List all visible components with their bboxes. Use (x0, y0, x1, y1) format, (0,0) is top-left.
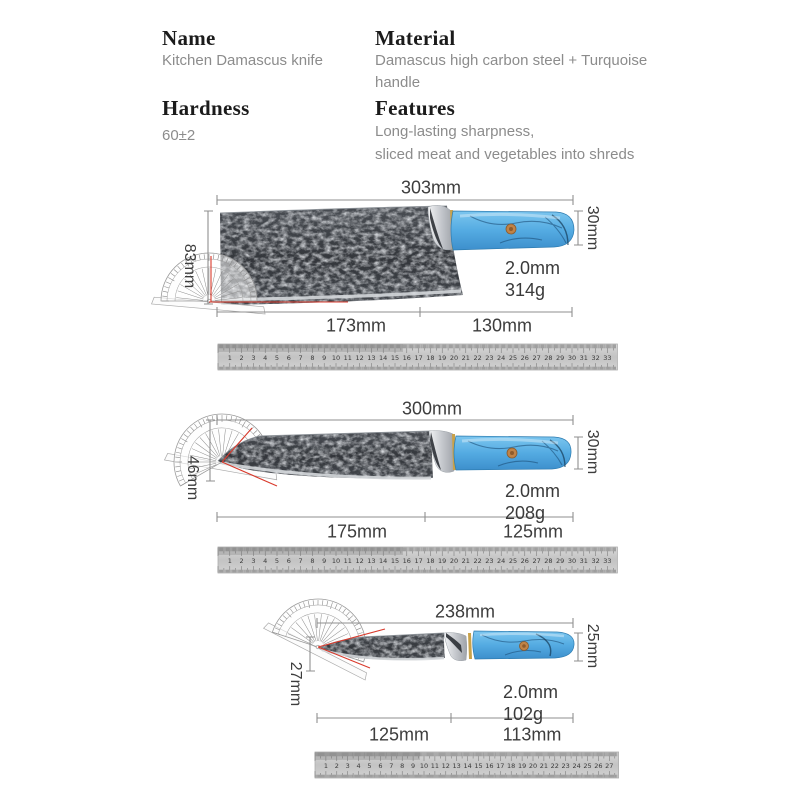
svg-text:22: 22 (473, 354, 482, 363)
svg-text:24: 24 (497, 354, 506, 363)
svg-text:27: 27 (532, 354, 541, 363)
spec-material-label: Material (375, 26, 456, 50)
svg-text:18: 18 (426, 354, 435, 363)
k3-blade-height-label: 27mm (287, 661, 304, 707)
svg-text:31: 31 (579, 557, 588, 566)
svg-text:32: 32 (591, 557, 600, 566)
svg-text:23: 23 (485, 557, 494, 566)
svg-text:19: 19 (517, 762, 527, 771)
svg-text:11: 11 (343, 354, 352, 363)
svg-text:1: 1 (227, 557, 232, 566)
svg-text:2: 2 (239, 354, 244, 363)
svg-text:20: 20 (449, 354, 459, 363)
spec-features-label: Features (375, 96, 456, 120)
svg-text:17: 17 (496, 762, 505, 771)
svg-text:21: 21 (461, 557, 470, 566)
svg-text:27: 27 (532, 557, 541, 566)
svg-text:16: 16 (402, 354, 411, 363)
svg-text:7: 7 (298, 557, 303, 566)
svg-text:13: 13 (367, 557, 376, 566)
spec-features-line1: Long-lasting sharpness, (375, 123, 535, 140)
svg-text:32: 32 (591, 354, 600, 363)
svg-text:5: 5 (274, 557, 280, 566)
svg-text:2: 2 (239, 557, 244, 566)
svg-text:16: 16 (485, 762, 494, 771)
svg-text:11: 11 (430, 762, 440, 771)
svg-text:25: 25 (508, 354, 518, 363)
svg-text:13: 13 (367, 354, 376, 363)
svg-text:6: 6 (286, 557, 291, 566)
svg-text:20: 20 (449, 557, 459, 566)
svg-text:5: 5 (367, 762, 372, 771)
svg-text:22: 22 (473, 557, 482, 566)
k1-blade-length-label: 173mm (325, 315, 387, 336)
svg-text:10: 10 (331, 557, 341, 566)
svg-text:9: 9 (411, 762, 416, 771)
svg-text:6: 6 (378, 762, 383, 771)
k2-thickness-label: 2.0mm (505, 481, 561, 501)
spec-hardness-label: Hardness (162, 96, 250, 120)
ruler-1 (218, 344, 617, 370)
svg-text:12: 12 (441, 762, 450, 771)
k2-blade-length-label: 175mm (326, 521, 388, 542)
svg-text:26: 26 (520, 557, 529, 566)
svg-text:2: 2 (334, 762, 339, 771)
k1-thickness-label: 2.0mm (505, 258, 561, 278)
svg-text:3: 3 (345, 762, 350, 771)
svg-text:17: 17 (414, 557, 423, 566)
svg-text:21: 21 (461, 354, 470, 363)
svg-text:20: 20 (528, 762, 538, 771)
svg-text:10: 10 (419, 762, 429, 771)
k1-handle-height-label: 30mm (584, 205, 601, 251)
svg-text:14: 14 (379, 557, 388, 566)
svg-text:3: 3 (251, 557, 256, 566)
svg-text:3: 3 (251, 354, 256, 363)
svg-text:15: 15 (390, 557, 400, 566)
svg-text:21: 21 (539, 762, 549, 771)
k2-handle-length-label: 125mm (502, 521, 564, 542)
k1-handle-length-label: 130mm (471, 315, 533, 336)
spec-hardness-value: 60±2 (162, 127, 196, 144)
svg-text:19: 19 (438, 557, 447, 566)
svg-text:15: 15 (474, 762, 483, 771)
svg-text:26: 26 (594, 762, 603, 771)
k1-weight-label: 314g (505, 280, 546, 300)
svg-text:28: 28 (544, 354, 553, 363)
svg-text:23: 23 (485, 354, 494, 363)
spec-name-value: Kitchen Damascus knife (162, 52, 323, 69)
svg-text:14: 14 (379, 354, 388, 363)
svg-text:8: 8 (310, 557, 315, 566)
k1-blade-height-label: 83mm (181, 243, 198, 289)
svg-text:10: 10 (331, 354, 341, 363)
svg-text:30: 30 (567, 557, 577, 566)
svg-text:7: 7 (389, 762, 394, 771)
svg-text:14: 14 (463, 762, 472, 771)
k3-handle-height-label: 25mm (584, 623, 601, 669)
svg-text:4: 4 (356, 762, 361, 771)
ruler-2 (218, 547, 617, 573)
svg-text:12: 12 (355, 557, 364, 566)
spec-name-label: Name (162, 26, 216, 50)
svg-text:31: 31 (579, 354, 588, 363)
k2-total-length-label: 300mm (401, 398, 463, 419)
svg-text:4: 4 (263, 557, 268, 566)
svg-text:33: 33 (603, 354, 612, 363)
ruler-3 (315, 752, 619, 778)
k1-total-length-label: 303mm (400, 177, 462, 198)
k3-total-length-label: 238mm (434, 601, 496, 622)
svg-text:29: 29 (556, 557, 565, 566)
svg-text:29: 29 (556, 354, 565, 363)
k3-blade-length-label: 125mm (368, 724, 430, 745)
svg-text:8: 8 (310, 354, 315, 363)
k3-handle-length-label: 113mm (502, 724, 562, 745)
svg-text:9: 9 (322, 354, 327, 363)
svg-text:8: 8 (400, 762, 405, 771)
svg-text:28: 28 (544, 557, 553, 566)
svg-text:24: 24 (572, 762, 581, 771)
svg-text:17: 17 (414, 354, 423, 363)
svg-text:9: 9 (322, 557, 327, 566)
protractor-3 (258, 584, 386, 681)
svg-text:27: 27 (605, 762, 614, 771)
svg-text:1: 1 (227, 354, 232, 363)
svg-text:22: 22 (550, 762, 559, 771)
svg-text:19: 19 (438, 354, 447, 363)
svg-text:16: 16 (402, 557, 411, 566)
svg-text:4: 4 (263, 354, 268, 363)
svg-text:18: 18 (507, 762, 516, 771)
svg-text:30: 30 (567, 354, 577, 363)
svg-text:26: 26 (520, 354, 529, 363)
svg-text:23: 23 (561, 762, 570, 771)
svg-text:25: 25 (508, 557, 518, 566)
k2-handle-height-label: 30mm (584, 429, 601, 475)
svg-text:33: 33 (603, 557, 612, 566)
knife-santoku-art (218, 431, 571, 479)
k2-blade-height-label: 46mm (184, 455, 201, 501)
svg-text:25: 25 (583, 762, 592, 771)
svg-text:12: 12 (355, 354, 364, 363)
k3-thickness-label: 2.0mm (503, 682, 559, 702)
svg-text:5: 5 (274, 354, 280, 363)
k3-weight-label: 102g (503, 704, 544, 724)
k2-weight-label: 208g (505, 503, 546, 523)
spec-material-value: Damascus high carbon steel + Turquoise handle (375, 52, 648, 91)
svg-text:1: 1 (323, 762, 328, 771)
svg-text:24: 24 (497, 557, 506, 566)
svg-text:11: 11 (343, 557, 352, 566)
svg-text:13: 13 (452, 762, 461, 771)
svg-text:7: 7 (298, 354, 303, 363)
spec-features-line2: sliced meat and vegetables into shreds (375, 146, 635, 163)
svg-text:15: 15 (390, 354, 400, 363)
svg-text:18: 18 (426, 557, 435, 566)
svg-text:6: 6 (286, 354, 291, 363)
